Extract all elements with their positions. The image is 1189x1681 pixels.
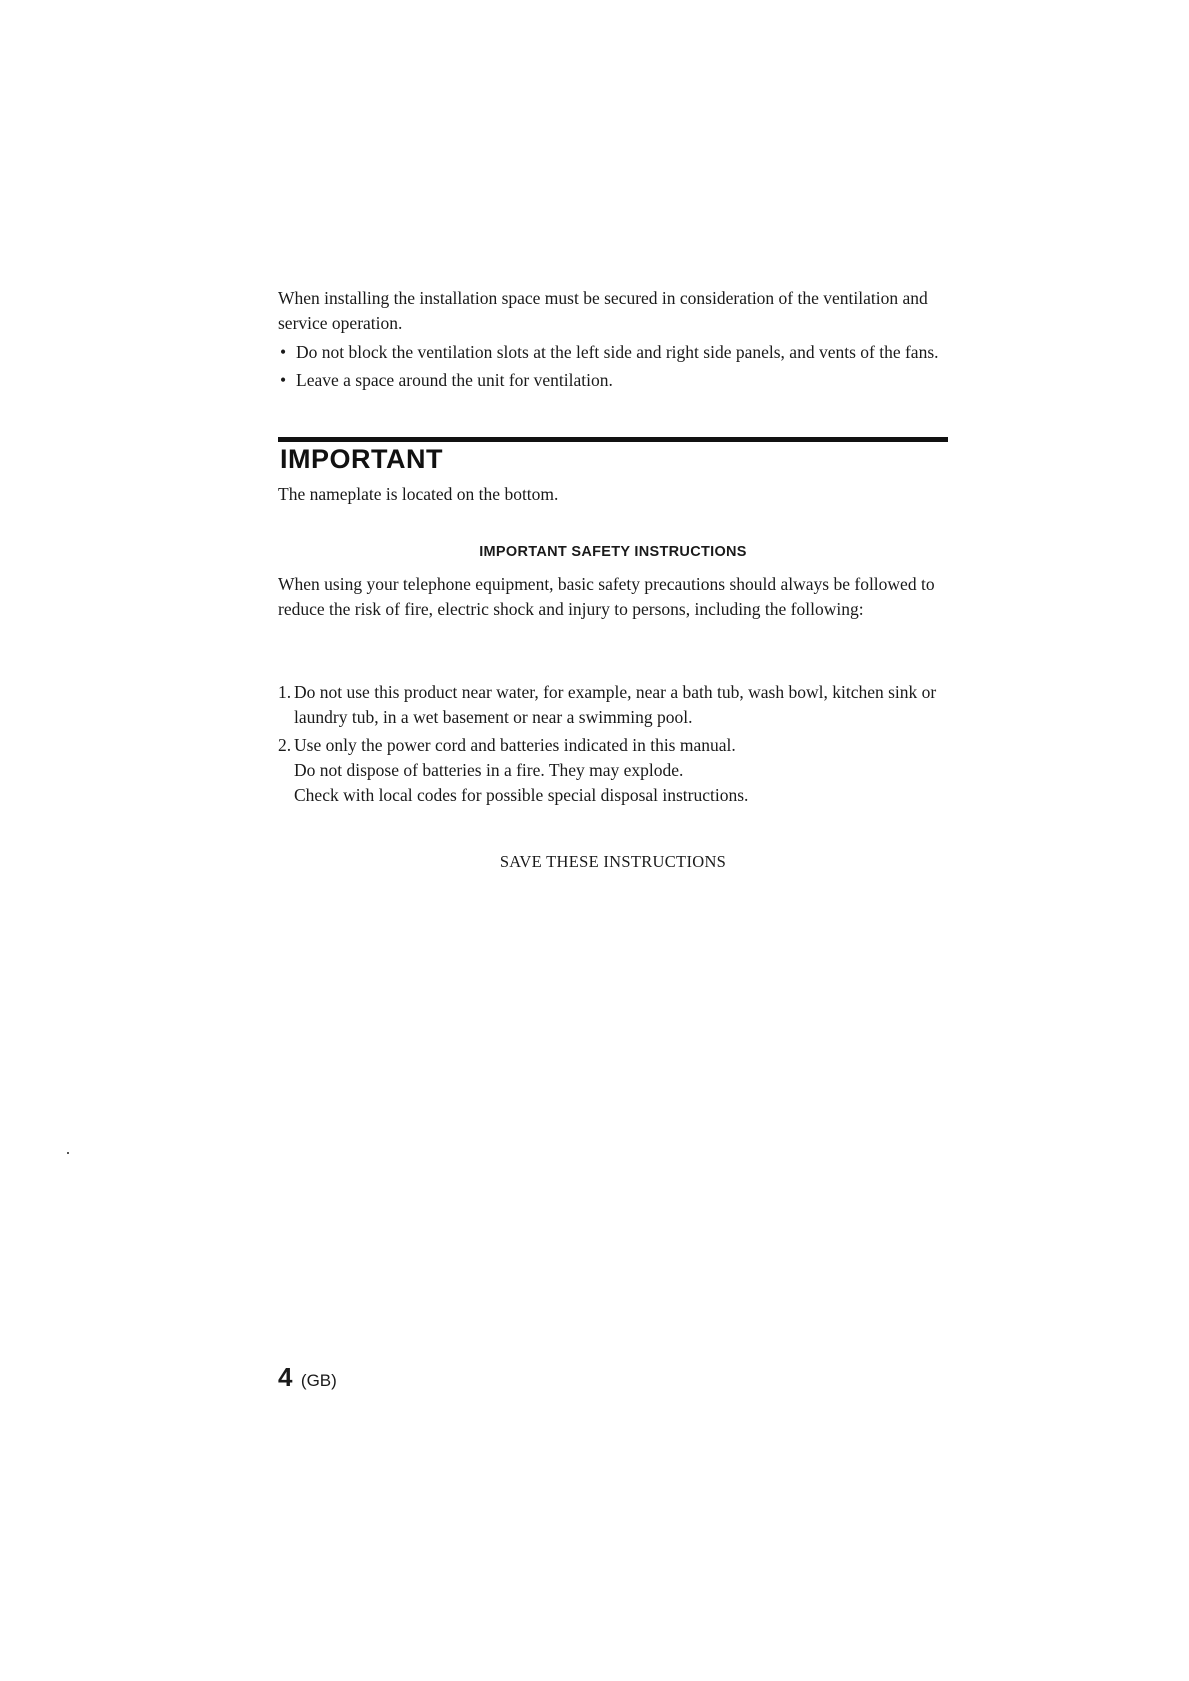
item-text: Do not use this product near water, for example, near a bath tub, wash bowl, kitchen sink or laundry tub, in a wet basement or near a swimming pool. [294,682,937,727]
page-footer [278,1362,337,1393]
list-item [278,680,948,730]
list-item [278,733,948,808]
save-instructions: SAVE THESE INSTRUCTIONS [499,852,727,871]
nameplate-note: The nameplate is located on the bottom. [278,484,559,504]
important-heading: IMPORTANT [280,444,443,474]
scan-speck [67,1152,69,1154]
list-item [278,368,958,393]
item-text: Do not dispose of batteries in a fire. They may explode. [294,760,684,780]
item-text: Use only the power cord and batteries indicated in this manual. [294,735,736,755]
safety-intro: When using your telephone equipment, basic safety precautions should always be followed to reduce the risk of fire, electric shock and injury to persons, including the following: [278,574,935,619]
list-item [278,340,958,365]
bullet-text: Leave a space around the unit for ventilation. [296,370,613,390]
region-code: (GB) [300,1371,337,1390]
installation-section [278,286,958,396]
bullet-icon: • [280,370,287,390]
installation-paragraph: When installing the installation space must be secured in consideration of the ventilation and service operation. [278,288,928,333]
section-divider [278,437,948,442]
page-number: 4 [278,1362,293,1392]
safety-list [278,680,948,811]
bullet-text: Do not block the ventilation slots at the left side and right side panels, and vents of the fans. [296,342,939,362]
item-number: 2. [278,735,292,755]
bullet-icon: • [280,342,287,362]
item-text: Check with local codes for possible special disposal instructions. [294,785,749,805]
installation-bullets [278,340,958,393]
safety-title: IMPORTANT SAFETY INSTRUCTIONS [479,544,747,560]
item-number: 1. [278,682,292,702]
